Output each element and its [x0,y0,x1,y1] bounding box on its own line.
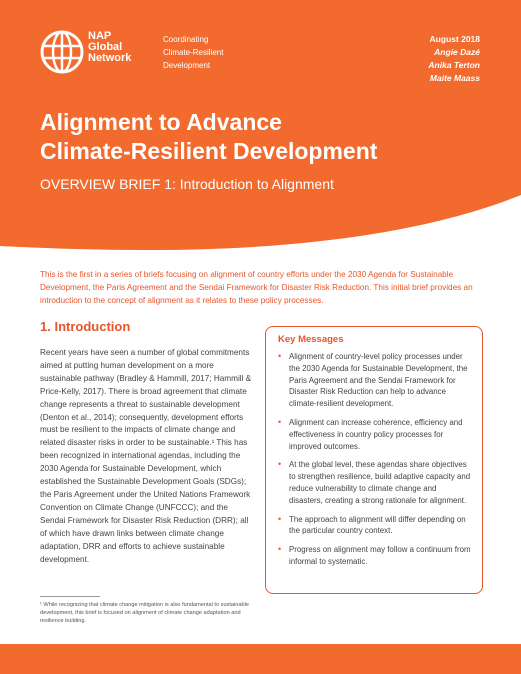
document-subtitle: OVERVIEW BRIEF 1: Introduction to Alignment [40,176,334,192]
bullet-icon: • [278,459,282,470]
header-banner [0,0,521,255]
key-message-item [278,544,472,568]
document-title [40,108,377,166]
org-name [88,31,131,64]
author-name: Angie Dazé [434,47,480,57]
section-heading: 1. Introduction [40,319,131,334]
section-body: Recent years have seen a number of global commitments aimed at putting human development on a more sustainable pathway (Bradley & Hammill, 2017; Hammill & Price-Kelly, 2017). There is broad agreement that climate change represents a threat to sustainable development (Denton et al., 2014); consequently, development efforts must be resilient to the impacts of climate change and related disaster risks in order to be sustainable.¹ This has been recognized in international agendas, including the 2030 Agenda for Sustainable Development, which established the Sustainable Development Goals (SDGs); the Paris Agreement under the United Nations Framework Convention on Climate Change (UNFCCC); and the Sendai Framework for Disaster Risk Reduction (DRR); all of which have drawn links between climate change adaptation, DRR and efforts to achieve sustainable development. [40,348,252,564]
publication-meta [428,33,480,85]
org-name-line: NAP [88,30,112,42]
author-name: Anika Terton [428,60,480,70]
bullet-icon: • [278,416,282,427]
bullet-icon: • [278,544,282,555]
key-message-text: The approach to alignment will differ depending on the particular country context. [289,514,466,536]
bullet-icon: • [278,513,282,524]
footer-bar [0,644,521,674]
key-message-text: Progress on alignment may follow a continuum from informal to systematic. [289,545,471,566]
key-messages-heading: Key Messages [278,334,344,345]
title-line: Alignment to Advance [40,109,282,135]
title-line: Climate-Resilient Development [40,138,378,164]
key-message-text: Alignment of country-level policy processes under the 2030 Agenda for Sustainable Development, the Paris Agreement and the Sendai Framework for Disaster Risk Reduction can help to advance climate-resilient development. [289,352,468,409]
org-name-line: Global [88,41,123,53]
key-messages-list [278,351,472,568]
key-message-text: At the global level, these agendas share objectives to strengthen resilience, build adaptive capacity and reduce vulnerability to climate change and disasters, creating a strong rationale for alignment. [289,460,471,505]
tagline-line: Coordinating [163,35,209,44]
intro-paragraph: This is the first in a series of briefs focusing on alignment of country efforts under the 2030 Agenda for Sustainable Development, the Paris Agreement and the Sendai Framework for Disaster Risk Reduction. This initial brief provides an introduction to the concept of alignment as it relates to these policy processes. [40,270,473,305]
tagline-line: Climate-Resilient [163,48,224,57]
key-messages-box [265,326,483,594]
key-message-item [278,417,472,452]
footnote-divider [40,596,100,597]
publication-date: August 2018 [429,34,480,44]
key-message-item [278,459,472,506]
nap-network-globe-icon [40,30,84,74]
org-name-line: Network [88,52,132,64]
key-message-text: Alignment can increase coherence, efficiency and effectiveness in country policy processes for improved outcomes. [289,417,463,451]
author-name: Maite Maass [429,73,480,83]
key-message-item [278,351,472,410]
tagline [163,33,223,72]
footnote: ¹ While recognizing that climate change mitigation is also fundamental to sustainable development, this brief is focused on alignment of climate change adaptation and resilience building. [40,602,249,624]
bullet-icon: • [278,351,282,361]
tagline-line: Development [163,61,211,70]
key-message-item [278,514,472,538]
